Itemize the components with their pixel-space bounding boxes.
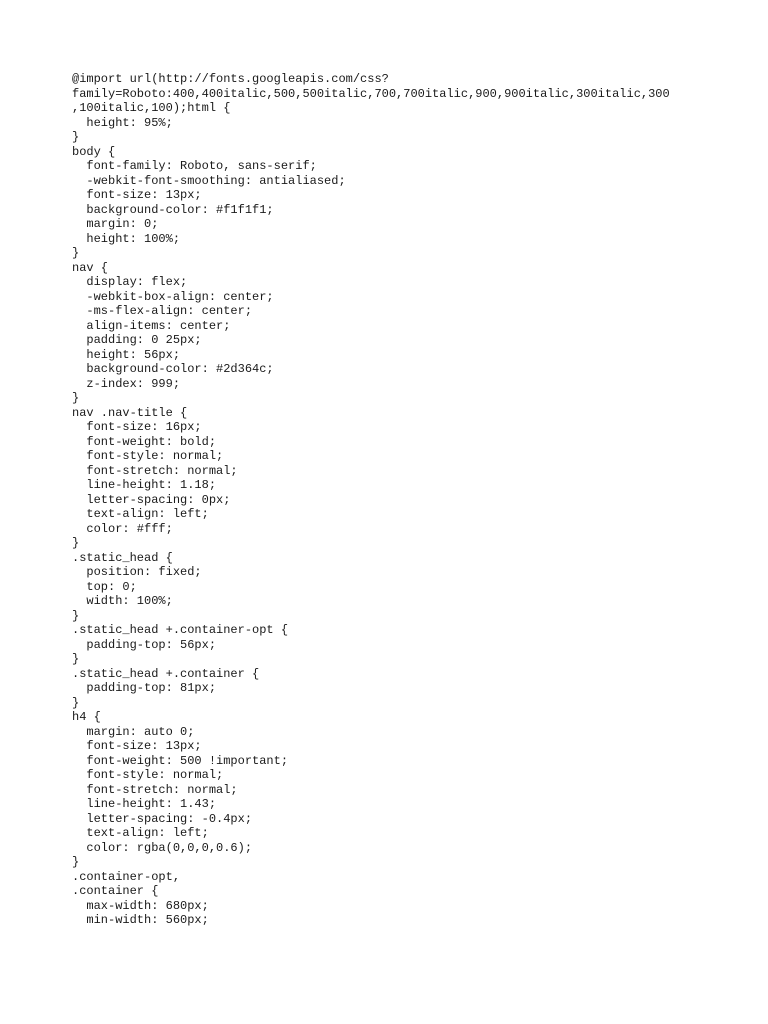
code-line: background-color: #2d364c; [72,362,274,376]
code-line: .container { [72,884,159,898]
code-line: } [72,391,80,405]
code-line: font-weight: bold; [72,434,217,449]
code-line: padding-top: 56px; [72,637,217,652]
code-line: font-style: normal; [72,768,224,782]
code-line: height: 56px; [72,347,181,362]
code-line: align-items: center; [72,318,231,333]
code-line: margin: 0; [72,217,159,231]
code-line: padding-top: 81px; [72,681,217,695]
code-line: letter-spacing: 0px; [72,492,231,507]
code-line: font-size: 16px; [72,420,202,434]
code-line: -webkit-font-smoothing: antialiased; [72,173,346,188]
css-code-block [72,72,670,928]
code-line: font-size: 13px; [72,739,202,753]
code-line: font-weight: 500 !important; [72,753,289,768]
code-line: nav { [72,260,109,275]
code-line: width: 100%; [72,594,173,608]
code-line: top: 0; [72,579,137,594]
code-line: line-height: 1.18; [72,478,217,492]
code-line: } [72,536,80,550]
code-line: font-stretch: normal; [72,782,238,797]
code-line: color: rgba(0,0,0,0.6); [72,840,253,855]
code-line: -webkit-box-align: center; [72,289,274,304]
code-line: line-height: 1.43; [72,797,217,811]
code-line: font-style: normal; [72,449,224,463]
code-line: .static_head +.container { [72,666,260,681]
code-line: font-family: Roboto, sans-serif; [72,159,317,173]
code-line: background-color: #f1f1f1; [72,202,274,217]
code-line: } [72,608,80,623]
code-line: display: flex; [72,275,188,289]
code-line: -ms-flex-align: center; [72,304,253,318]
code-line: } [72,695,80,710]
code-line: min-width: 560px; [72,913,209,927]
code-line: font-stretch: normal; [72,463,238,478]
code-line: .container-opt, [72,869,181,884]
code-line: @import url(http://fonts.googleapis.com/css? [72,72,389,86]
code-line: } [72,855,80,869]
code-line: height: 95%; [72,115,173,130]
code-line: letter-spacing: -0.4px; [72,811,253,826]
code-line: nav .nav-title { [72,405,188,420]
code-line: color: #fff; [72,521,173,536]
code-line: text-align: left; [72,507,209,521]
code-line: font-size: 13px; [72,188,202,202]
code-line: margin: auto 0; [72,724,195,739]
code-line: text-align: left; [72,826,209,840]
code-line: family=Roboto:400,400italic,500,500italic,700,700italic,900,900italic,300italic,300 [72,86,670,101]
code-line: h4 { [72,710,101,724]
code-line: padding: 0 25px; [72,333,202,347]
code-line: height: 100%; [72,231,181,246]
code-line: max-width: 680px; [72,898,209,913]
code-line: body { [72,144,116,159]
code-line: } [72,652,80,666]
code-line: .static_head { [72,550,173,565]
code-line: position: fixed; [72,565,202,579]
code-line: ,100italic,100);html { [72,101,231,115]
code-line: .static_head +.container-opt { [72,623,289,637]
code-line: z-index: 999; [72,376,181,391]
code-line: } [72,246,80,260]
code-line: } [72,130,80,144]
